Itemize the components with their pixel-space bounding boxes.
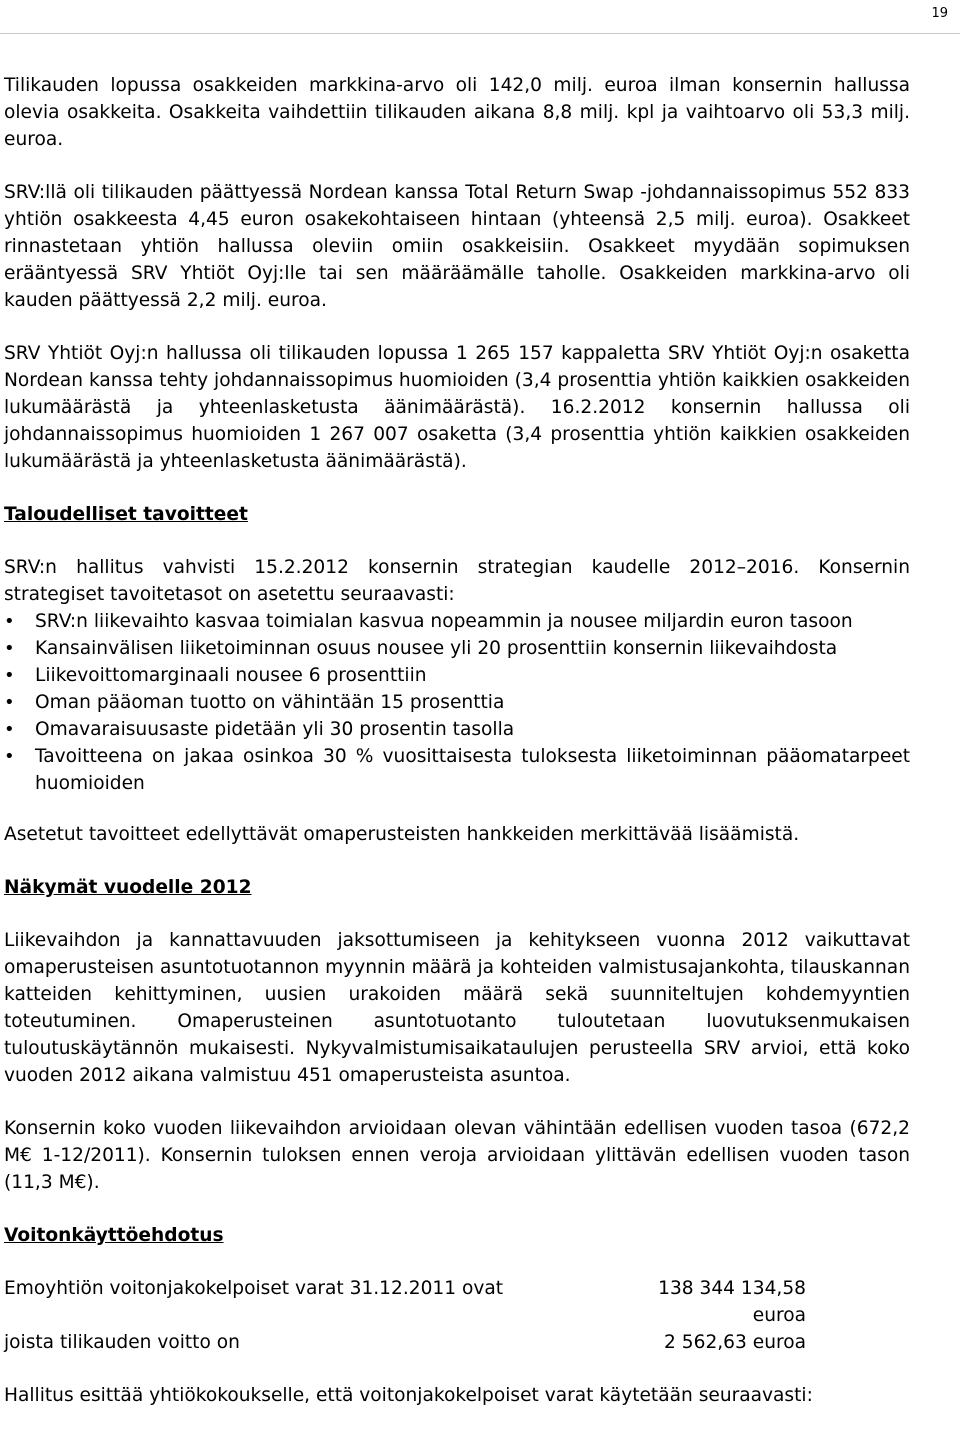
row-label: Emoyhtiön voitonjakokelpoiset varat 31.12.2011 ovat	[4, 1278, 504, 1299]
paragraph-outlook-guidance: Konsernin koko vuoden liikevaihdon arvioidaan olevan vähintään edellisen vuoden tasoa (672,2 M€ 1-12/2011). Konsernin tuloksen ennen veroja arvioidaan ylittävän edellisen vuoden tason (11,3 M€).	[4, 1118, 910, 1193]
heading-financial-targets: Taloudelliset tavoitteet	[4, 504, 248, 525]
list-item: • Omavaraisuusaste pidetään yli 30 prosentin tasolla	[4, 716, 910, 743]
distributable-funds-row	[4, 1275, 910, 1329]
document-body	[4, 72, 910, 1409]
list-item: • Tavoitteena on jakaa osinkoa 30 % vuosittaisesta tuloksesta liiketoiminnan pääomatarpeet huomioiden	[4, 743, 910, 797]
paragraph-total-return-swap: SRV:llä oli tilikauden päättyessä Nordean kanssa Total Return Swap -johdannaissopimus 552 833 yhtiön osakkeesta 4,45 euron osakekohtaiseen hintaan (yhteensä 2,5 milj. euroa). Osakkeet rinnastetaan yhtiön hallussa oleviin omiin osakkeisiin. Osakkeet myydään sopimuksen erääntyessä SRV Yhtiöt Oyj:lle tai sen määräämälle taholle. Osakkeiden markkina-arvo oli kauden päättyessä 2,2 milj. euroa.	[4, 182, 910, 311]
heading-outlook: Näkymät vuodelle 2012	[4, 877, 252, 898]
paragraph-targets-closing: Asetetut tavoitteet edellyttävät omaperusteisten hankkeiden merkittävää lisäämistä.	[4, 824, 800, 845]
list-item: • SRV:n liikevaihto kasvaa toimialan kasvua nopeammin ja nousee miljardin euron tasoon	[4, 608, 910, 635]
bullet-icon: •	[4, 692, 15, 713]
list-item: • Liikevoittomarginaali nousee 6 prosenttiin	[4, 662, 910, 689]
paragraph-treasury-shares: SRV Yhtiöt Oyj:n hallussa oli tilikauden lopussa 1 265 157 kappaletta SRV Yhtiöt Oyj:n osaketta Nordean kanssa tehty johdannaissopimus huomioiden (3,4 prosenttia yhtiön kaikkien osakkeiden lukumäärästä ja yhteenlasketusta äänimäärästä). 16.2.2012 konsernin hallussa oli johdannaissopimus huomioiden 1 267 007 osaketta (3,4 prosenttia yhtiön kaikkien osakkeiden lukumäärästä ja yhteenlasketusta äänimäärästä).	[4, 343, 910, 472]
paragraph-strategy-intro: SRV:n hallitus vahvisti 15.2.2012 konsernin strategian kaudelle 2012–2016. Konsernin strategiset tavoitetasot on asetettu seuraavasti:	[4, 557, 910, 605]
bullet-icon: •	[4, 746, 15, 767]
row-label: joista tilikauden voitto on	[4, 1332, 240, 1353]
paragraph-outlook-revenue: Liikevaihdon ja kannattavuuden jaksottumiseen ja kehitykseen vuonna 2012 vaikuttavat omaperusteisen asuntotuotannon myynnin määrä ja kohteiden valmistusajankohta, tilauskannan katteiden kehittyminen, uusien urakoiden määrä sekä suunniteltujen kohdemyyntien toteutuminen. Omaperusteinen asuntotuotanto tuloutetaan luovutuksenmukaisen tuloutuskäytännön mukaisesti. Nykyvalmistumisaikataulujen perusteella SRV arvioi, että koko vuoden 2012 aikana valmistuu 451 omaperusteista asuntoa.	[4, 930, 910, 1086]
bullet-icon: •	[4, 665, 15, 686]
page-number: 19	[0, 0, 960, 34]
row-amount: 138 344 134,58 euroa	[658, 1278, 806, 1326]
paragraph-dividend-closing: Hallitus esittää yhtiökokoukselle, että voitonjakokelpoiset varat käytetään seuraavasti:	[4, 1385, 813, 1406]
heading-dividend-proposal: Voitonkäyttöehdotus	[4, 1225, 224, 1246]
profit-for-period-row	[4, 1329, 910, 1356]
bullet-icon: •	[4, 611, 15, 632]
list-item: • Oman pääoman tuotto on vähintään 15 prosenttia	[4, 689, 910, 716]
paragraph-share-market-value: Tilikauden lopussa osakkeiden markkina-arvo oli 142,0 milj. euroa ilman konsernin hallussa olevia osakkeita. Osakkeita vaihdettiin tilikauden aikana 8,8 milj. kpl ja vaihtoarvo oli 53,3 milj. euroa.	[4, 75, 910, 150]
financial-targets-list	[4, 608, 910, 797]
bullet-icon: •	[4, 638, 15, 659]
list-item: • Kansainvälisen liiketoiminnan osuus nousee yli 20 prosenttiin konsernin liikevaihdosta	[4, 635, 910, 662]
bullet-icon: •	[4, 719, 15, 740]
row-amount: 2 562,63 euroa	[664, 1332, 806, 1353]
